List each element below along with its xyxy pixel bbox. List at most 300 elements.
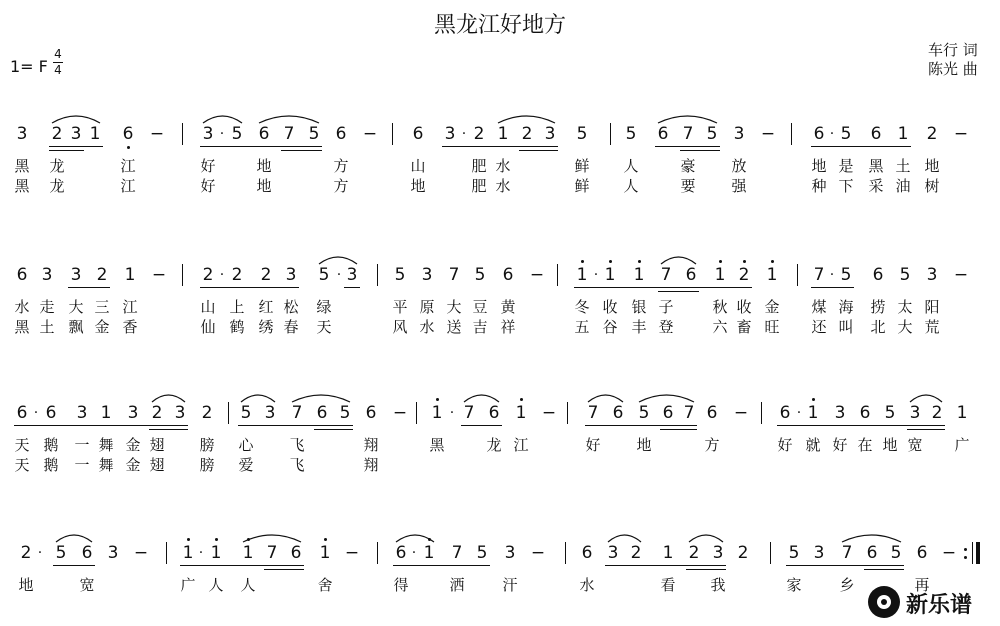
slur (661, 254, 696, 266)
lyric-verse-2-char: 翅 (149, 456, 165, 474)
lyric-verse-1-char: 水 (14, 298, 30, 316)
note: 6 (16, 265, 28, 285)
note: 6 (662, 403, 674, 423)
note: 2 (20, 543, 32, 563)
lyric-verse-1-char: 水 (495, 157, 511, 175)
lyric-verse-1-char: 广 (954, 436, 970, 454)
eighth-underline (605, 565, 726, 566)
lyric-verse-1-char: 地 (811, 157, 827, 175)
lyric-verse-2-char: 种 (811, 177, 827, 195)
barline (610, 123, 611, 145)
note: 6 (120, 124, 136, 144)
lyric-verse-2-char: 叫 (838, 318, 854, 336)
note: 3 (813, 543, 825, 563)
lyric-verse-1-char: 好 (585, 436, 601, 454)
lyric-verse-1-char: 一 (74, 436, 90, 454)
lyric-verse-2-char: 下 (838, 177, 854, 195)
lyric-verse-1-char: 煤 (811, 298, 827, 316)
note: 1 (712, 265, 728, 285)
note: 6 (657, 124, 669, 144)
note: 1 (897, 124, 909, 144)
note: 2 (521, 124, 533, 144)
augmentation-dot: · (37, 545, 43, 561)
note: 6 (866, 543, 878, 563)
lyric-verse-2-char: 爱 (238, 456, 254, 474)
lyric-verse-1-char: 地 (18, 576, 34, 594)
octave-up-dot (324, 538, 327, 541)
note: 6 (488, 403, 500, 423)
note: 6 (612, 403, 624, 423)
lyric-verse-2-char: 膀 (199, 456, 215, 474)
lyric-verse-1-char: 豪 (680, 157, 696, 175)
slur-curve (203, 116, 242, 123)
song-title: 黑龙江好地方 (433, 13, 566, 38)
lyric-verse-1-char: 洒 (449, 576, 465, 594)
eighth-underline (574, 287, 752, 288)
lyric-verse-2-char: 六 (712, 318, 728, 336)
note: 6 (685, 265, 697, 285)
lyric-verse-1-char: 秋 (712, 298, 728, 316)
note: 5 (394, 265, 406, 285)
note: 7 (266, 543, 278, 563)
slur (292, 392, 350, 404)
note: 1 (124, 265, 136, 285)
lyric-verse-1-char: 豆 (472, 298, 488, 316)
lyric-verse-2-char: 江 (120, 177, 136, 195)
augmentation-dot: · (461, 126, 467, 142)
lyric-verse-2-char: 风 (392, 318, 408, 336)
extension-dash: − (530, 543, 546, 563)
slur (241, 392, 275, 404)
octave-up-dot (581, 260, 584, 263)
augmentation-dot: · (33, 405, 39, 421)
lyric-verse-1-char: 肥 (471, 157, 487, 175)
lyric-verse-1-char: 舍 (317, 576, 333, 594)
note: 3 (70, 265, 82, 285)
lyric-verse-1-char: 宽 (79, 576, 95, 594)
lyric-verse-2-char: 天 (14, 456, 30, 474)
note: 6 (290, 543, 302, 563)
lyric-verse-1-char: 方 (333, 157, 349, 175)
credits (928, 41, 978, 79)
note: 1 (805, 403, 821, 423)
lyric-verse-1-char: 阳 (924, 298, 940, 316)
octave-up-dot (771, 260, 774, 263)
slur-curve (588, 395, 623, 402)
slur-curve (842, 535, 901, 542)
octave-up-dot (520, 398, 523, 401)
barline (797, 264, 798, 286)
lyric-verse-2-char: 水 (419, 318, 435, 336)
lyric-verse-1-char: 地 (924, 157, 940, 175)
sixteenth-underline (519, 150, 558, 151)
note: 3 (41, 265, 53, 285)
lyric-verse-2-char: 一 (74, 456, 90, 474)
lyric-verse-1-char: 子 (658, 298, 674, 316)
lyric-verse-2-char: 谷 (602, 318, 618, 336)
lyric-verse-2-char: 金 (125, 456, 141, 474)
slur-curve (608, 535, 641, 542)
slur-curve (259, 116, 319, 123)
extension-dash: − (953, 265, 969, 285)
note: 6 (872, 265, 884, 285)
lyric-verse-1-char: 海 (838, 298, 854, 316)
note: 3 (834, 403, 846, 423)
note: 2 (473, 124, 485, 144)
extension-dash: − (941, 543, 957, 563)
slur-curve (319, 257, 357, 264)
lyric-verse-1-char: 好 (777, 436, 793, 454)
slur (56, 532, 92, 544)
note: 1 (317, 543, 333, 563)
lyric-verse-2-char: 强 (731, 177, 747, 195)
lyric-verse-1-char: 就 (805, 436, 821, 454)
lyric-verse-2-char: 飘 (68, 318, 84, 336)
note: 5 (638, 403, 650, 423)
note: 2 (202, 265, 214, 285)
lyric-verse-2-char: 五 (574, 318, 590, 336)
octave-up-dot (743, 260, 746, 263)
note: 2 (260, 265, 272, 285)
lyric-verse-2-char: 天 (316, 318, 332, 336)
slur-curve (498, 116, 555, 123)
note: 1 (956, 403, 968, 423)
slur-curve (56, 535, 92, 542)
note: 2 (688, 543, 700, 563)
sixteenth-underline (264, 569, 304, 570)
composer-credit: 陈光 曲 (928, 60, 978, 78)
lyric-verse-1-char: 黑 (429, 436, 445, 454)
barline (416, 402, 417, 424)
note: 3 (504, 543, 516, 563)
eighth-underline (14, 425, 188, 426)
lyric-verse-1-char: 大 (68, 298, 84, 316)
lyric-verse-1-char: 黑 (868, 157, 884, 175)
lyric-verse-1-char: 乡 (839, 576, 855, 594)
lyric-verse-2-char: 翔 (363, 456, 379, 474)
lyric-verse-1-char: 走 (39, 298, 55, 316)
lyric-verse-2-char: 绣 (258, 318, 274, 336)
lyric-verse-1-char: 金 (125, 436, 141, 454)
lyric-verse-2-char: 方 (333, 177, 349, 195)
augmentation-dot: · (829, 126, 835, 142)
lyric-verse-2-char: 油 (895, 177, 911, 195)
slur (658, 113, 717, 125)
lyric-verse-1-char: 水 (579, 576, 595, 594)
key-signature: 1= F (10, 57, 48, 76)
lyric-verse-1-char: 地 (882, 436, 898, 454)
note: 3 (346, 265, 358, 285)
eighth-underline (49, 146, 103, 147)
note: 6 (316, 403, 328, 423)
note: 5 (476, 543, 488, 563)
note: 6 (258, 124, 270, 144)
eighth-underline (442, 146, 558, 147)
note: 5 (899, 265, 911, 285)
note: 2 (737, 543, 749, 563)
slur (259, 113, 319, 125)
note: 1 (100, 403, 112, 423)
extension-dash: − (149, 124, 165, 144)
note: 5 (706, 124, 718, 144)
barline (565, 542, 566, 564)
lyric-verse-1-char: 翔 (363, 436, 379, 454)
lyric-verse-1-char: 黄 (500, 298, 516, 316)
note: 1 (662, 543, 674, 563)
slur (689, 532, 723, 544)
note: 5 (240, 403, 252, 423)
sixteenth-underline (686, 569, 726, 570)
note: 1 (631, 265, 647, 285)
octave-up-dot (187, 538, 190, 541)
eighth-underline (786, 565, 904, 566)
lyric-verse-2-char: 飞 (289, 456, 305, 474)
lyric-verse-1-char: 是 (838, 157, 854, 175)
lyric-verse-1-char: 土 (895, 157, 911, 175)
note: 6 (412, 124, 424, 144)
slur-curve (689, 535, 723, 542)
note: 3 (70, 124, 82, 144)
augmentation-dot: · (449, 405, 455, 421)
lyric-verse-2-char: 吉 (472, 318, 488, 336)
eighth-underline (53, 565, 95, 566)
lyric-verse-1-char: 看 (660, 576, 676, 594)
note: 6 (813, 124, 825, 144)
barline (228, 402, 229, 424)
barline (557, 264, 558, 286)
note: 6 (779, 403, 791, 423)
lyric-verse-1-char: 平 (392, 298, 408, 316)
note: 1 (429, 403, 445, 423)
note: 3 (712, 543, 724, 563)
lyric-verse-1-char: 鹅 (43, 436, 59, 454)
lyric-verse-1-char: 方 (704, 436, 720, 454)
note: 5 (890, 543, 902, 563)
octave-up-dot (719, 260, 722, 263)
extension-dash: − (733, 403, 749, 423)
octave-up-dot (638, 260, 641, 263)
note: 2 (736, 265, 752, 285)
vinyl-disc-icon (868, 586, 900, 618)
lyric-verse-2-char: 鹅 (43, 456, 59, 474)
time-signature (51, 48, 65, 77)
sixteenth-underline (680, 150, 720, 151)
extension-dash: − (529, 265, 545, 285)
slur (639, 392, 694, 404)
note: 6 (81, 543, 93, 563)
eighth-underline (68, 287, 110, 288)
lyric-verse-2-char: 鲜 (574, 177, 590, 195)
lyric-verse-1-char: 人 (208, 576, 224, 594)
lyric-verse-1-char: 捞 (870, 298, 886, 316)
barline (182, 123, 183, 145)
note: 7 (682, 124, 694, 144)
note: 2 (96, 265, 108, 285)
slur (910, 392, 942, 404)
lyric-verse-2-char: 送 (446, 318, 462, 336)
note: 7 (463, 403, 475, 423)
slur-curve (658, 116, 717, 123)
barline (166, 542, 167, 564)
time-signature-bottom: 4 (54, 63, 62, 77)
slur (152, 392, 185, 404)
augmentation-dot: · (219, 126, 225, 142)
note: 1 (421, 543, 437, 563)
note: 2 (151, 403, 163, 423)
lyric-verse-1-char: 金 (764, 298, 780, 316)
lyric-verse-1-char: 好 (832, 436, 848, 454)
eighth-underline (777, 425, 945, 426)
note: 7 (841, 543, 853, 563)
lyric-verse-1-char: 膀 (199, 436, 215, 454)
lyric-verse-2-char: 黑 (14, 177, 30, 195)
note: 1 (208, 543, 224, 563)
lyric-verse-1-char: 鲜 (574, 157, 590, 175)
lyric-verse-1-char: 绿 (316, 298, 332, 316)
sixteenth-underline (314, 429, 353, 430)
note: 1 (513, 403, 529, 423)
lyric-verse-1-char: 天 (14, 436, 30, 454)
lyric-verse-1-char: 得 (393, 576, 409, 594)
lyric-verse-1-char: 黑 (14, 157, 30, 175)
lyric-verse-2-char: 仙 (200, 318, 216, 336)
eighth-underline (200, 146, 322, 147)
note: 7 (448, 265, 460, 285)
note: 3 (285, 265, 297, 285)
lyric-verse-1-char: 在 (857, 436, 873, 454)
slur (203, 113, 242, 125)
lyric-verse-2-char: 登 (658, 318, 674, 336)
sixteenth-underline (49, 150, 84, 151)
lyric-verse-1-char: 上 (229, 298, 245, 316)
sixteenth-underline (907, 429, 945, 430)
note: 3 (926, 265, 938, 285)
slur-curve (639, 395, 694, 402)
note: 7 (660, 265, 672, 285)
lyric-verse-1-char: 原 (419, 298, 435, 316)
lyric-verse-2-char: 祥 (500, 318, 516, 336)
note: 5 (318, 265, 330, 285)
lyric-verse-2-char: 好 (200, 177, 216, 195)
note: 3 (607, 543, 619, 563)
note: 5 (231, 124, 243, 144)
barline (761, 402, 762, 424)
lyric-verse-2-char: 地 (256, 177, 272, 195)
score-system (0, 399, 1000, 481)
note: 2 (201, 403, 213, 423)
octave-up-dot (215, 538, 218, 541)
eighth-underline (811, 287, 854, 288)
note: 3 (107, 543, 119, 563)
lyric-verse-1-char: 人 (623, 157, 639, 175)
note: 7 (683, 403, 695, 423)
extension-dash: − (392, 403, 408, 423)
lyric-verse-1-char: 冬 (574, 298, 590, 316)
lyric-verse-2-char: 要 (680, 177, 696, 195)
lyric-verse-1-char: 龙 (486, 436, 502, 454)
lyric-verse-1-char: 翅 (149, 436, 165, 454)
extension-dash: − (362, 124, 378, 144)
extension-dash: − (133, 543, 149, 563)
slur (842, 532, 901, 544)
eighth-underline (200, 287, 299, 288)
octave-down-dot (127, 146, 130, 149)
sixteenth-underline (864, 569, 904, 570)
note: 1 (764, 265, 780, 285)
lyric-verse-1-char: 舞 (98, 436, 114, 454)
note: 3 (444, 124, 456, 144)
watermark (868, 583, 998, 623)
slur-curve (464, 395, 499, 402)
lyric-verse-1-char: 收 (602, 298, 618, 316)
lyric-verse-2-char: 人 (623, 177, 639, 195)
note: 2 (51, 124, 63, 144)
note: 5 (625, 124, 637, 144)
slur (498, 113, 555, 125)
barline (377, 264, 378, 286)
slur (396, 532, 434, 544)
note: 6 (502, 265, 514, 285)
extension-dash: − (953, 124, 969, 144)
note: 3 (16, 124, 28, 144)
lyric-verse-1-char: 银 (631, 298, 647, 316)
note: 7 (587, 403, 599, 423)
lyric-verse-1-char: 我 (710, 576, 726, 594)
lyric-verse-1-char: 人 (240, 576, 256, 594)
note: 3 (544, 124, 556, 144)
note: 7 (283, 124, 295, 144)
slur (319, 254, 357, 266)
note: 7 (291, 403, 303, 423)
lyric-verse-2-char: 土 (39, 318, 55, 336)
score-system (0, 120, 1000, 202)
barline (377, 542, 378, 564)
barline (392, 123, 393, 145)
lyric-verse-1-char: 江 (513, 436, 529, 454)
lyric-verse-2-char: 还 (811, 318, 827, 336)
watermark-text: 新乐谱 (906, 593, 973, 618)
lyric-verse-2-char: 香 (122, 318, 138, 336)
slur (608, 532, 641, 544)
note: 3 (909, 403, 921, 423)
eighth-underline (238, 425, 353, 426)
lyric-verse-2-char: 舞 (98, 456, 114, 474)
lyricist-credit: 车行 词 (928, 41, 978, 59)
lyric-verse-1-char: 心 (238, 436, 254, 454)
slur-curve (396, 535, 434, 542)
note: 7 (813, 265, 825, 285)
augmentation-dot: · (796, 405, 802, 421)
note: 1 (180, 543, 196, 563)
barline (567, 402, 568, 424)
note: 5 (576, 124, 588, 144)
augmentation-dot: · (829, 267, 835, 283)
note: 6 (870, 124, 882, 144)
lyric-verse-2-char: 畜 (736, 318, 752, 336)
note: 5 (339, 403, 351, 423)
lyric-verse-2-char: 春 (283, 318, 299, 336)
note: 5 (474, 265, 486, 285)
augmentation-dot: · (198, 545, 204, 561)
note: 2 (926, 124, 938, 144)
lyric-verse-1-char: 江 (120, 157, 136, 175)
time-signature-top: 4 (54, 47, 62, 61)
lyric-verse-2-char: 丰 (631, 318, 647, 336)
note: 3 (174, 403, 186, 423)
barline (182, 264, 183, 286)
lyric-verse-1-char: 地 (636, 436, 652, 454)
eighth-underline (655, 146, 720, 147)
